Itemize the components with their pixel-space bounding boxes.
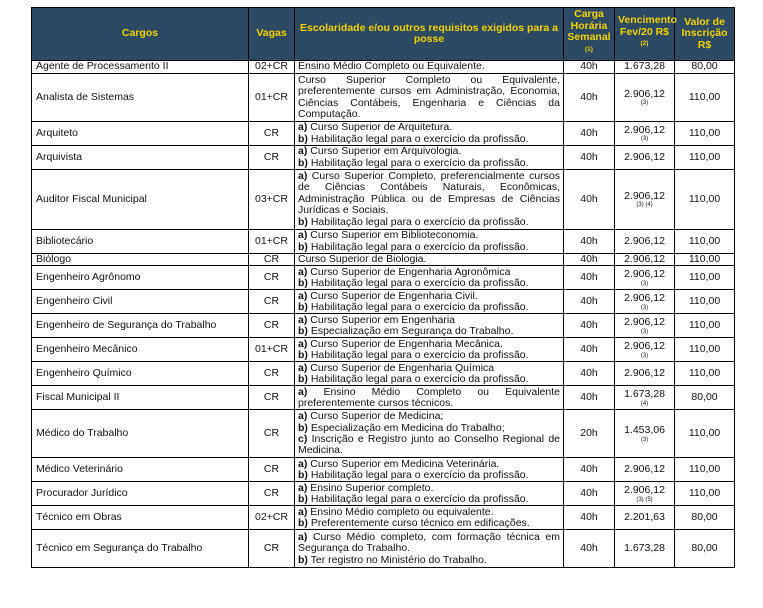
requirement-line	[298, 326, 560, 337]
requirement-text: Ensino Superior completo.	[310, 481, 434, 494]
vagas-cell: CR	[249, 530, 295, 568]
table-row	[32, 290, 735, 314]
cargo-cell: Bibliotecário	[32, 230, 249, 254]
vencimento-value: 2.906,12	[624, 189, 665, 202]
vagas-cell: 01+CR	[249, 338, 295, 362]
vencimento-value: 2.906,12	[624, 316, 665, 329]
cargo-cell: Técnico em Obras	[32, 506, 249, 530]
requirement-text: Curso Superior Completo, preferencialmente cursos de Ciências Contábeis Naturais, Econômicas, Administração Pública ou de Empresas de Ciências Jurídicas e Sociais.	[298, 169, 560, 217]
cargo-cell: Médico Veterinário	[32, 458, 249, 482]
requirement-line	[298, 158, 560, 169]
carga-cell: 40h	[564, 386, 615, 410]
vencimento-value: 2.906,12	[624, 367, 665, 380]
requirement-prefix: b)	[298, 421, 308, 434]
table-row	[32, 482, 735, 506]
header-carga	[564, 8, 615, 61]
requirement-text: Habilitação legal para o exercício da profissão.	[310, 156, 529, 169]
vencimento-cell	[615, 146, 675, 170]
requirement-text: Curso Superior de Engenharia Química	[310, 361, 495, 374]
escolaridade-cell	[295, 530, 564, 568]
table-row	[32, 170, 735, 230]
requirement-prefix: b)	[298, 553, 308, 566]
header-carga-label: Carga Horária Semanal	[567, 8, 611, 44]
valor-cell: 110,00	[675, 482, 735, 506]
carga-cell: 40h	[564, 61, 615, 74]
table-header	[32, 8, 735, 61]
requirement-line	[298, 555, 560, 566]
header-escolaridade: Escolaridade e/ou outros requisitos exigidos para a posse	[295, 8, 564, 61]
requirement-text: Habilitação legal para o exercício da profissão.	[310, 372, 529, 385]
requirement-line	[298, 518, 560, 529]
requirement-prefix: a)	[298, 265, 308, 278]
vagas-cell: CR	[249, 314, 295, 338]
valor-cell: 110,00	[675, 170, 735, 230]
table-row	[32, 122, 735, 146]
vagas-cell: CR	[249, 482, 295, 506]
requirement-text: Ensino Médio completo ou equivalente.	[310, 505, 494, 518]
requirement-prefix: a)	[298, 410, 308, 423]
carga-cell: 40h	[564, 146, 615, 170]
vencimento-note: (4)	[640, 400, 649, 407]
requirement-text: Habilitação legal para o exercício da profissão.	[310, 132, 529, 145]
vencimento-value: 2.906,12	[624, 463, 665, 476]
vagas-cell: CR	[249, 458, 295, 482]
carga-cell: 40h	[564, 482, 615, 506]
requirement-prefix: b)	[298, 132, 308, 145]
vencimento-cell	[615, 362, 675, 386]
carga-cell: 40h	[564, 314, 615, 338]
requirement-prefix: b)	[298, 300, 308, 313]
requirement-prefix: b)	[298, 156, 308, 169]
vencimento-cell	[615, 254, 675, 266]
requirement-text: Habilitação legal para o exercício da profissão.	[310, 276, 529, 289]
requirement-prefix: a)	[298, 505, 308, 518]
cargo-cell: Engenheiro de Segurança do Trabalho	[32, 314, 249, 338]
requirement-text: Curso Superior em Engenharia	[310, 313, 456, 326]
carga-cell: 40h	[564, 338, 615, 362]
table-row	[32, 146, 735, 170]
vagas-cell: 03+CR	[249, 170, 295, 230]
requirement-prefix: a)	[298, 169, 308, 182]
requirement-prefix: a)	[298, 229, 308, 242]
requirement-line	[298, 134, 560, 145]
escolaridade-cell	[295, 170, 564, 230]
vencimento-value: 1.673,28	[624, 388, 665, 401]
vencimento-cell	[615, 266, 675, 290]
escolaridade-cell	[295, 230, 564, 254]
requirement-prefix: a)	[298, 457, 308, 470]
vencimento-cell	[615, 458, 675, 482]
vencimento-cell	[615, 314, 675, 338]
escolaridade-cell	[295, 146, 564, 170]
requirement-text: Curso Superior em Arquivologia.	[310, 145, 462, 158]
requirement-prefix: b)	[298, 516, 308, 529]
requirement-line	[298, 61, 560, 72]
carga-cell: 40h	[564, 254, 615, 266]
cargos-table	[31, 7, 735, 568]
requirement-prefix: b)	[298, 324, 308, 337]
requirement-line	[298, 171, 560, 217]
valor-cell: 110,00	[675, 338, 735, 362]
vagas-cell: CR	[249, 266, 295, 290]
requirement-text: Ter registro no Ministério do Trabalho.	[310, 553, 487, 566]
table-body	[32, 61, 735, 568]
requirement-prefix: b)	[298, 240, 308, 253]
valor-cell: 110,00	[675, 290, 735, 314]
requirement-text: Habilitação legal para o exercício da profissão.	[310, 492, 529, 505]
vencimento-value: 2.906,12	[624, 268, 665, 281]
escolaridade-cell	[295, 410, 564, 458]
valor-cell: 80,00	[675, 61, 735, 74]
vencimento-value: 2.201,63	[624, 511, 665, 524]
requirement-text: Especialização em Segurança do Trabalho.	[310, 324, 514, 337]
requirement-line	[298, 75, 560, 121]
requirement-prefix: a)	[298, 145, 308, 158]
vencimento-cell	[615, 338, 675, 362]
vencimento-note: (3) (5)	[636, 496, 653, 503]
vencimento-cell	[615, 506, 675, 530]
requirement-line	[298, 302, 560, 313]
cargo-cell: Analista de Sistemas	[32, 74, 249, 122]
vencimento-note: (3)	[640, 136, 649, 143]
requirement-prefix: b)	[298, 276, 308, 289]
cargo-cell: Fiscal Municipal II	[32, 386, 249, 410]
vagas-cell: CR	[249, 362, 295, 386]
vagas-cell: 01+CR	[249, 230, 295, 254]
vencimento-note: (3)	[640, 328, 649, 335]
requirement-line	[298, 387, 560, 410]
requirement-prefix: a)	[298, 337, 308, 350]
vencimento-value: 1.453,06	[624, 424, 665, 437]
requirement-prefix: b)	[298, 348, 308, 361]
requirement-prefix: a)	[298, 289, 308, 302]
vagas-cell: CR	[249, 290, 295, 314]
valor-cell: 110,00	[675, 146, 735, 170]
cargo-cell: Agente de Processamento II	[32, 61, 249, 74]
cargo-cell: Auditor Fiscal Municipal	[32, 170, 249, 230]
vencimento-value: 2.906,12	[624, 234, 665, 247]
requirement-line	[298, 278, 560, 289]
requirement-text: Curso Superior de Engenharia Agronômica	[310, 265, 511, 278]
carga-cell: 40h	[564, 290, 615, 314]
cargo-cell: Arquivista	[32, 146, 249, 170]
table-row	[32, 362, 735, 386]
requirement-text: Habilitação legal para o exercício da profissão.	[310, 300, 529, 313]
requirement-prefix: c)	[298, 432, 308, 445]
vencimento-value: 2.906,12	[624, 87, 665, 100]
valor-cell: 80,00	[675, 506, 735, 530]
vencimento-cell	[615, 122, 675, 146]
requirement-line	[298, 532, 560, 555]
requirement-prefix: a)	[298, 121, 308, 134]
vencimento-cell	[615, 290, 675, 314]
cargo-cell: Engenheiro Agrônomo	[32, 266, 249, 290]
carga-cell: 40h	[564, 530, 615, 568]
carga-cell: 40h	[564, 362, 615, 386]
requirement-text: Curso Superior Completo ou Equivalente, preferentemente cursos em Administração, Economia, Ciências Contábeis, Engenharia e Ciências da Computação.	[298, 73, 560, 120]
vencimento-note: (3)	[640, 352, 649, 359]
header-cargos: Cargos	[32, 8, 249, 61]
vencimento-cell	[615, 230, 675, 254]
header-valor: Valor de Inscrição R$	[675, 8, 735, 61]
escolaridade-cell	[295, 338, 564, 362]
requirement-text: Curso Superior de Medicina;	[310, 410, 444, 423]
cargo-cell: Engenheiro Mecânico	[32, 338, 249, 362]
cargos-table-container	[31, 7, 734, 568]
requirement-prefix: a)	[298, 385, 308, 398]
requirement-prefix: b)	[298, 372, 308, 385]
requirement-prefix: a)	[298, 361, 308, 374]
vagas-cell: 02+CR	[249, 506, 295, 530]
escolaridade-cell	[295, 61, 564, 74]
requirement-text: Inscrição e Registro junto ao Conselho Regional de Medicina.	[298, 432, 561, 457]
vagas-cell: 01+CR	[249, 74, 295, 122]
requirement-line	[298, 217, 560, 228]
cargo-cell: Biólogo	[32, 254, 249, 266]
vencimento-value: 2.906,12	[624, 340, 665, 353]
vencimento-note: (3)	[640, 100, 649, 107]
requirement-prefix: b)	[298, 215, 308, 228]
table-row	[32, 230, 735, 254]
vencimento-note: (3)	[640, 304, 649, 311]
vencimento-cell	[615, 410, 675, 458]
header-vencimento	[615, 8, 675, 61]
requirement-line	[298, 470, 560, 481]
valor-cell: 110,00	[675, 314, 735, 338]
valor-cell: 110,00	[675, 230, 735, 254]
escolaridade-cell	[295, 74, 564, 122]
requirement-prefix: a)	[298, 313, 308, 326]
carga-cell: 40h	[564, 230, 615, 254]
valor-cell: 110,00	[675, 458, 735, 482]
table-row	[32, 530, 735, 568]
requirement-prefix: a)	[298, 481, 308, 494]
carga-cell: 40h	[564, 122, 615, 146]
requirement-line	[298, 242, 560, 253]
vagas-cell: CR	[249, 146, 295, 170]
requirement-text: Ensino Médio Completo ou Equivalente preferentemente cursos técnicos.	[298, 385, 560, 409]
requirement-text: Curso Superior em Medicina Veterinária.	[310, 457, 500, 470]
carga-cell: 40h	[564, 506, 615, 530]
vagas-cell: CR	[249, 122, 295, 146]
requirement-text: Preferentemente curso técnico em edificações.	[310, 516, 530, 529]
carga-cell: 40h	[564, 170, 615, 230]
requirement-text: Curso Superior de Arquitetura.	[310, 121, 453, 134]
cargo-cell: Arquiteto	[32, 122, 249, 146]
carga-cell: 40h	[564, 266, 615, 290]
requirement-text: Curso Superior de Biologia.	[298, 253, 427, 265]
carga-cell: 40h	[564, 74, 615, 122]
requirement-text: Curso Médio completo, com formação técnica em Segurança do Trabalho.	[298, 530, 561, 555]
cargo-cell: Procurador Jurídico	[32, 482, 249, 506]
requirement-text: Especialização em Medicina do Trabalho;	[310, 421, 505, 434]
vencimento-cell	[615, 61, 675, 74]
vencimento-value: 2.906,12	[624, 484, 665, 497]
vencimento-value: 1.673,28	[624, 60, 665, 73]
cargo-cell: Técnico em Segurança do Trabalho	[32, 530, 249, 568]
header-carga-note: (1)	[585, 45, 593, 53]
escolaridade-cell	[295, 386, 564, 410]
requirement-line	[298, 434, 560, 457]
table-row	[32, 458, 735, 482]
requirement-prefix: b)	[298, 492, 308, 505]
requirement-text: Curso Superior em Biblioteconomia.	[310, 229, 479, 242]
vencimento-value: 2.906,12	[624, 123, 665, 136]
vencimento-cell	[615, 386, 675, 410]
escolaridade-cell	[295, 254, 564, 266]
requirement-line	[298, 494, 560, 505]
vencimento-note: (3)	[640, 436, 649, 443]
header-vencimento-note: (2)	[640, 40, 649, 47]
vencimento-cell	[615, 170, 675, 230]
valor-cell: 80,00	[675, 386, 735, 410]
requirement-text: Habilitação legal para o exercício da profissão.	[310, 215, 529, 228]
valor-cell: 110,00	[675, 122, 735, 146]
escolaridade-cell	[295, 122, 564, 146]
carga-cell: 20h	[564, 410, 615, 458]
vencimento-cell	[615, 74, 675, 122]
requirement-line	[298, 350, 560, 361]
vencimento-value: 2.906,12	[624, 150, 665, 163]
valor-cell: 110,00	[675, 254, 735, 266]
table-row	[32, 386, 735, 410]
escolaridade-cell	[295, 458, 564, 482]
escolaridade-cell	[295, 314, 564, 338]
valor-cell: 110,00	[675, 410, 735, 458]
header-vencimento-label: Vencimento Fev/20 R$	[618, 14, 677, 38]
requirement-text: Curso Superior de Engenharia Civil.	[310, 289, 478, 302]
table-row	[32, 61, 735, 74]
vagas-cell: CR	[249, 386, 295, 410]
requirement-text: Ensino Médio Completo ou Equivalente.	[298, 60, 485, 73]
escolaridade-cell	[295, 362, 564, 386]
vencimento-value: 2.906,12	[624, 292, 665, 305]
cargo-cell: Engenheiro Químico	[32, 362, 249, 386]
escolaridade-cell	[295, 290, 564, 314]
table-row	[32, 314, 735, 338]
cargo-cell: Engenheiro Civil	[32, 290, 249, 314]
table-row	[32, 74, 735, 122]
table-row	[32, 506, 735, 530]
vencimento-cell	[615, 482, 675, 506]
requirement-text: Habilitação legal para o exercício da profissão.	[310, 348, 529, 361]
requirement-text: Habilitação legal para o exercício da profissão.	[310, 468, 529, 481]
header-vagas: Vagas	[249, 8, 295, 61]
table-row	[32, 254, 735, 266]
valor-cell: 80,00	[675, 530, 735, 568]
table-row	[32, 338, 735, 362]
carga-cell: 40h	[564, 458, 615, 482]
vencimento-note: (3)	[640, 280, 649, 287]
vagas-cell: 02+CR	[249, 61, 295, 74]
table-row	[32, 410, 735, 458]
requirement-text: Curso Superior de Engenharia Mecânica.	[310, 337, 503, 350]
requirement-line	[298, 254, 560, 265]
vagas-cell: CR	[249, 254, 295, 266]
valor-cell: 110,00	[675, 266, 735, 290]
escolaridade-cell	[295, 482, 564, 506]
vencimento-value: 2.906,12	[624, 253, 665, 265]
requirement-prefix: b)	[298, 468, 308, 481]
cargo-cell: Médico do Trabalho	[32, 410, 249, 458]
vencimento-value: 1.673,28	[624, 542, 665, 555]
vencimento-note: (3) (4)	[636, 202, 653, 209]
valor-cell: 110,00	[675, 362, 735, 386]
valor-cell: 110,00	[675, 74, 735, 122]
escolaridade-cell	[295, 506, 564, 530]
requirement-text: Habilitação legal para o exercício da profissão.	[310, 240, 529, 253]
table-row	[32, 266, 735, 290]
requirement-line	[298, 374, 560, 385]
escolaridade-cell	[295, 266, 564, 290]
vencimento-cell	[615, 530, 675, 568]
requirement-prefix: a)	[298, 530, 308, 543]
vagas-cell: CR	[249, 410, 295, 458]
